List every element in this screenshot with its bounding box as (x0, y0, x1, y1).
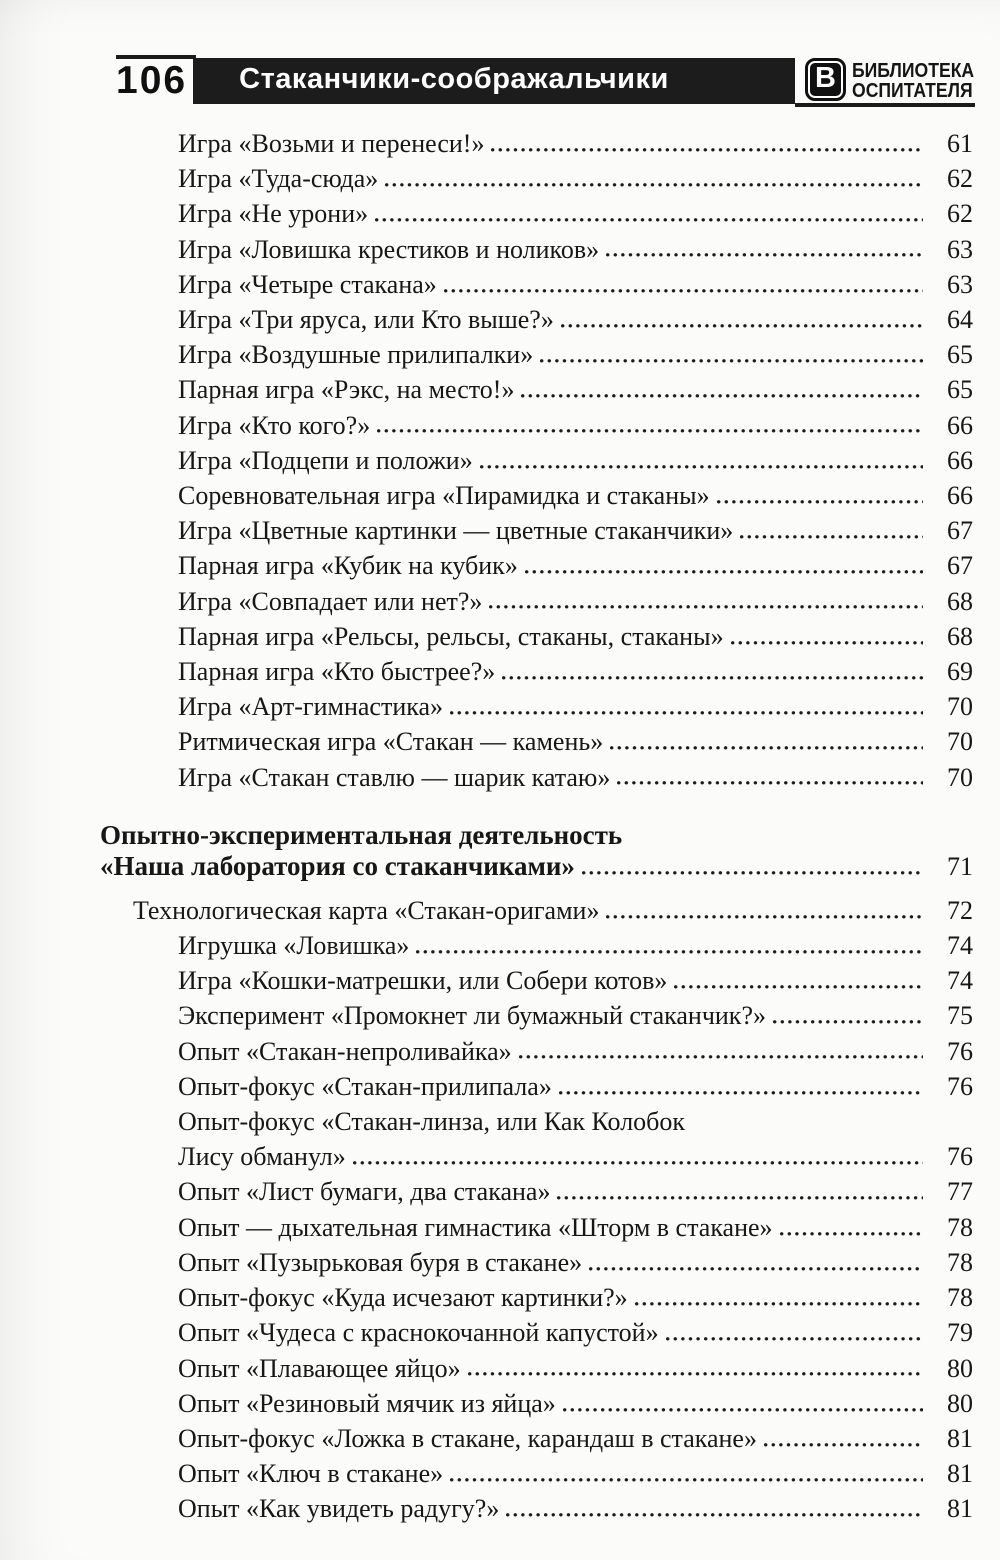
toc-entry (100, 196, 973, 231)
toc-entry (100, 1174, 973, 1209)
toc-entry-title: Парная игра «Рэкс, на место!» (178, 375, 515, 405)
toc-entry-title: Игра «Арт-гимнастика» (178, 692, 444, 722)
dot-leader (444, 288, 923, 293)
toc-entry-title: Игра «Ловишка крестиков и ноликов» (178, 234, 600, 264)
toc-entry (100, 1034, 973, 1069)
dot-leader (606, 914, 923, 919)
dot-leader (450, 1477, 923, 1482)
toc-entry-title: Опыт «Ключ в стакане» (178, 1459, 444, 1489)
publisher-logo-text (852, 61, 974, 101)
toc-entry-page: 69 (947, 657, 973, 687)
toc-entry (100, 1351, 973, 1386)
chapter-title: Стаканчики-соображальчики (239, 63, 669, 95)
toc-entry (100, 302, 973, 337)
toc-entry-page: 68 (947, 621, 973, 651)
dot-leader (606, 253, 923, 258)
toc-entry (100, 689, 973, 724)
toc-entry (100, 1386, 973, 1421)
dot-leader (557, 1195, 923, 1200)
toc-entry-title: Игра «Совпадает или нет?» (178, 586, 483, 616)
toc-entry-title: Игра «Не урони» (178, 199, 369, 229)
toc-entry-page: 72 (947, 895, 973, 925)
toc-entry (100, 963, 973, 998)
toc-entry-page: 80 (947, 1353, 973, 1383)
toc-entry (100, 372, 973, 407)
toc-entry-page: 74 (947, 931, 973, 961)
toc-entry (100, 337, 973, 372)
toc-entry (100, 893, 973, 928)
toc-entry-title: Опыт «Пузырьковая буря в стакане» (178, 1247, 583, 1277)
dot-leader (559, 1090, 923, 1095)
toc-entry-title: Опыт «Плавающее яйцо» (178, 1353, 461, 1383)
dot-leader (525, 569, 923, 574)
toc-entry (100, 928, 973, 963)
toc-entry-title: Опыт «Лист бумаги, два стакана» (178, 1177, 551, 1207)
toc-entry (100, 1491, 973, 1526)
toc-entry (100, 1139, 973, 1174)
toc-entry-title: Игра «Воздушные прилипалки» (178, 340, 534, 370)
toc-entry-title: Опыт «Как увидеть радугу?» (178, 1494, 500, 1524)
toc-entry-page: 81 (947, 1423, 973, 1453)
toc-entry-title: Опыт-фокус «Стакан-прилипала» (178, 1071, 552, 1101)
toc-entry-title: Опыт-фокус «Стакан-линза, или Как Колобок (178, 1107, 686, 1137)
toc-entry-page: 62 (947, 164, 973, 194)
toc-entry-page: 78 (947, 1283, 973, 1313)
toc-entry (100, 1280, 973, 1315)
publisher-logo-letter-icon: В (810, 63, 841, 96)
toc-entry-title: Опыт «Резиновый мячик из яйца» (178, 1388, 556, 1418)
dot-leader (375, 217, 923, 222)
dot-leader (491, 147, 923, 152)
toc-entry-title: Парная игра «Кубик на кубик» (178, 551, 518, 581)
toc-entry-title: Игра «Стакан ставлю — шарик катаю» (178, 762, 611, 792)
toc-entry-page: 70 (947, 762, 973, 792)
dot-leader (468, 1372, 923, 1377)
toc-entry-title: Игра «Возьми и перенеси!» (178, 129, 485, 158)
toc-section-header (100, 851, 973, 882)
toc-entry-page: 80 (947, 1388, 973, 1418)
dot-leader (666, 1336, 923, 1341)
toc-entry-page: 75 (947, 1001, 973, 1031)
toc-entry (100, 443, 973, 478)
toc-entry-title: Лису обманул» (178, 1142, 346, 1172)
toc-entry-page: 67 (947, 516, 973, 546)
toc-entry (100, 478, 973, 513)
toc-entry-title: Игра «Три яруса, или Кто выше?» (178, 305, 554, 335)
toc-entry-page: 66 (947, 410, 973, 440)
publisher-logo-line1: БИБЛИОТЕКА (852, 60, 975, 82)
dot-leader (717, 499, 923, 504)
toc-entry-title: Опыт «Чудеса с краснокочанной капустой» (178, 1318, 659, 1348)
page-number: 106 (116, 59, 188, 102)
toc-entry-page: 65 (947, 375, 973, 405)
toc-entry (100, 1104, 973, 1139)
table-of-contents (100, 126, 973, 1527)
toc-entry (100, 1421, 973, 1456)
toc-entry (100, 998, 973, 1033)
toc-entry-page: 61 (947, 129, 973, 158)
toc-entry-title: Парная игра «Рельсы, рельсы, стаканы, стаканы» (178, 621, 724, 651)
toc-entry-page: 77 (947, 1177, 973, 1207)
dot-leader (674, 984, 923, 989)
toc-entry-title: Технологическая карта «Стакан-оригами» (133, 895, 600, 925)
dot-leader (506, 1512, 923, 1517)
toc-entry (100, 161, 973, 196)
toc-entry-page: 70 (947, 727, 973, 757)
toc-entry-page: 63 (947, 234, 973, 264)
toc-entry-page: 74 (947, 966, 973, 996)
toc-entry (100, 513, 973, 548)
toc-entry-title: Эксперимент «Промокнет ли бумажный стаканчик?» (178, 1001, 766, 1031)
toc-entry-page: 63 (947, 269, 973, 299)
toc-entry-page: 65 (947, 340, 973, 370)
toc-entry-title: Игра «Кошки-матрешки, или Собери котов» (178, 966, 668, 996)
toc-entry (100, 1245, 973, 1280)
dot-leader (610, 745, 923, 750)
toc-entry (100, 1210, 973, 1245)
toc-entry-page: 66 (947, 481, 973, 511)
toc-entry-title: Парная игра «Кто быстрее?» (178, 657, 496, 687)
toc-entry-title: Игра «Подцепи и положи» (178, 445, 473, 475)
toc-entry-page: 68 (947, 586, 973, 616)
toc-entry-title: Опыт «Стакан-непроливайка» (178, 1036, 512, 1066)
chapter-title-bar (193, 58, 795, 104)
dot-leader (480, 464, 923, 469)
dot-leader (589, 1266, 923, 1271)
toc-entry-page: 79 (947, 1318, 973, 1348)
publisher-logo (805, 58, 846, 101)
logo-underline (795, 103, 975, 107)
dot-leader (617, 781, 923, 786)
toc-entry-page: 81 (947, 1459, 973, 1489)
dot-leader (521, 393, 923, 398)
toc-entry-page: 76 (947, 1071, 973, 1101)
dot-leader (502, 675, 923, 680)
dot-leader (561, 323, 923, 328)
dot-leader (489, 605, 923, 610)
toc-entry-page: 66 (947, 445, 973, 475)
toc-entry-title: «Наша лаборатория со стаканчиками» (100, 850, 575, 881)
dot-leader (377, 429, 923, 434)
toc-entry-page: 71 (947, 851, 973, 881)
toc-entry-title: Игра «Туда-сюда» (178, 164, 379, 194)
toc-entry-title: Соревновательная игра «Пирамидка и стаканы» (178, 481, 710, 511)
toc-entry-title: Игрушка «Ловишка» (178, 931, 410, 961)
toc-entry-title: Опыт-фокус «Куда исчезают картинки?» (178, 1283, 628, 1313)
dot-leader (563, 1407, 923, 1412)
toc-entry (100, 232, 973, 267)
toc-entry-title: Опыт-фокус «Ложка в стакане, карандаш в стакане» (178, 1423, 757, 1453)
toc-entry-title: Ритмическая игра «Стакан — камень» (178, 727, 604, 757)
dot-leader (540, 358, 923, 363)
toc-entry (100, 619, 973, 654)
toc-entry-title: Игра «Цветные картинки — цветные стаканчики» (178, 516, 734, 546)
toc-entry (100, 408, 973, 443)
dot-leader (519, 1055, 923, 1060)
toc-entry-page: 64 (947, 305, 973, 335)
toc-entry (100, 548, 973, 583)
toc-entry (100, 654, 973, 689)
toc-entry-page: 76 (947, 1142, 973, 1172)
toc-entry-title: Игра «Кто кого?» (178, 410, 371, 440)
toc-entry (100, 267, 973, 302)
dot-leader (780, 1231, 923, 1236)
dot-leader (385, 182, 923, 187)
dot-leader (582, 870, 923, 875)
toc-entry-page: 81 (947, 1494, 973, 1524)
dot-leader (740, 534, 923, 539)
toc-entry-page: 78 (947, 1247, 973, 1277)
toc-entry (100, 1456, 973, 1491)
dot-leader (764, 1442, 923, 1447)
toc-entry (100, 760, 973, 795)
dot-leader (773, 1019, 923, 1024)
toc-entry (100, 584, 973, 619)
toc-entry-title: Опытно-экспериментальная деятельность (100, 819, 623, 850)
dot-leader (731, 640, 923, 645)
toc-entry-page: 76 (947, 1036, 973, 1066)
publisher-logo-line2: ОСПИТАТЕЛЯ (852, 80, 973, 102)
toc-entry (100, 1315, 973, 1350)
toc-entry (100, 126, 973, 161)
dot-leader (635, 1301, 923, 1306)
toc-section-header (100, 820, 973, 851)
toc-entry-page: 62 (947, 199, 973, 229)
dot-leader (450, 710, 923, 715)
toc-entry (100, 1069, 973, 1104)
toc-entry-title: Опыт — дыхательная гимнастика «Шторм в стакане» (178, 1212, 773, 1242)
toc-entry-page: 78 (947, 1212, 973, 1242)
dot-leader (353, 1160, 923, 1165)
dot-leader (416, 949, 923, 954)
toc-entry-page: 70 (947, 692, 973, 722)
toc-entry (100, 724, 973, 759)
toc-entry-page: 67 (947, 551, 973, 581)
toc-entry-title: Игра «Четыре стакана» (178, 269, 437, 299)
